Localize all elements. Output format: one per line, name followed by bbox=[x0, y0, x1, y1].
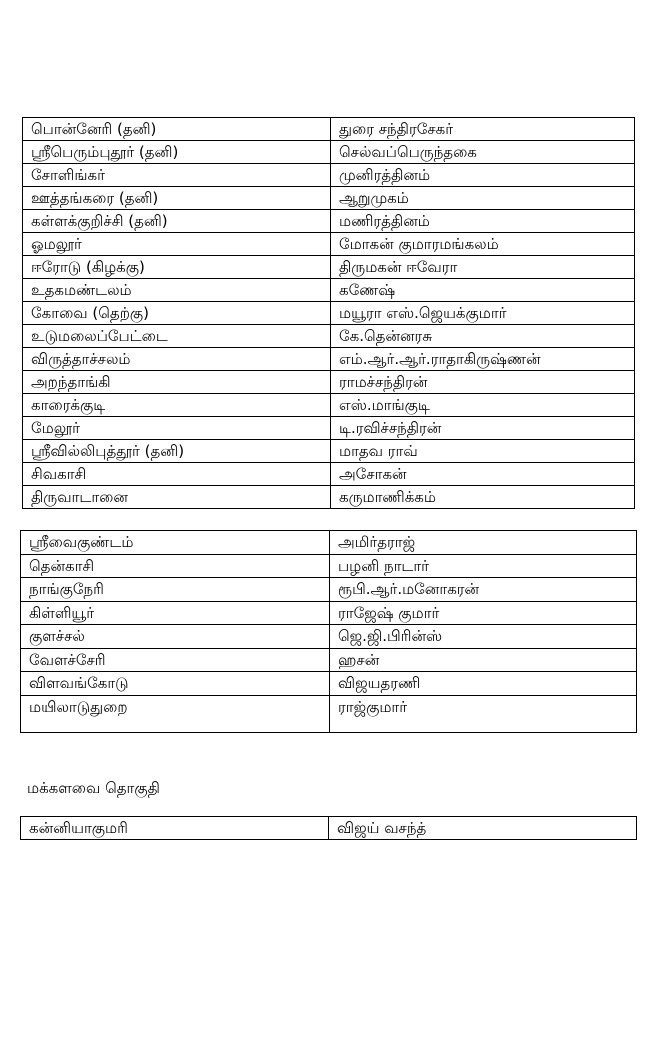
constituency-cell: குளச்சல் bbox=[21, 625, 330, 649]
constituency-cell: மயிலாடுதுறை bbox=[21, 695, 330, 732]
candidate-cell: பழனி நாடார் bbox=[330, 554, 637, 578]
constituency-table-1 bbox=[22, 117, 635, 509]
table-row bbox=[21, 672, 637, 696]
candidate-cell: ஆறுமுகம் bbox=[331, 187, 635, 210]
table-row bbox=[23, 486, 635, 509]
table-row bbox=[21, 601, 637, 625]
constituency-cell: கோவை (தெற்கு) bbox=[23, 302, 331, 325]
candidate-cell: மாதவ ராவ் bbox=[331, 440, 635, 463]
constituency-cell: ஸ்ரீபெரும்புதூர் (தனி) bbox=[23, 141, 331, 164]
candidate-cell: எஸ்.மாங்குடி bbox=[331, 394, 635, 417]
candidate-cell: எம்.ஆர்.ஆர்.ராதாகிருஷ்ணன் bbox=[331, 348, 635, 371]
constituency-cell: விளவங்கோடு bbox=[21, 672, 330, 696]
constituency-cell: வேளச்சேரி bbox=[21, 648, 330, 672]
table-row bbox=[23, 187, 635, 210]
candidate-cell: மணிரத்தினம் bbox=[331, 210, 635, 233]
constituency-table-3 bbox=[20, 816, 637, 840]
candidate-cell: துரை சந்திரசேகர் bbox=[331, 118, 635, 141]
candidate-cell: ரூபி.ஆர்.மனோகரன் bbox=[330, 578, 637, 602]
candidate-cell: அசோகன் bbox=[331, 463, 635, 486]
table-row bbox=[23, 256, 635, 279]
candidate-cell: ஜெ.ஜி.பிரின்ஸ் bbox=[330, 625, 637, 649]
table-row bbox=[23, 118, 635, 141]
candidate-cell: ராஜ்குமார் bbox=[330, 695, 637, 732]
table-row bbox=[23, 141, 635, 164]
constituency-cell: ஈரோடு (கிழக்கு) bbox=[23, 256, 331, 279]
table-row bbox=[21, 648, 637, 672]
candidate-cell: அமிர்தராஜ் bbox=[330, 531, 637, 555]
table-row bbox=[23, 440, 635, 463]
table-row bbox=[21, 578, 637, 602]
constituency-cell: நாங்குநேரி bbox=[21, 578, 330, 602]
constituency-cell: உடுமலைப்பேட்டை bbox=[23, 325, 331, 348]
constituency-cell: காரைக்குடி bbox=[23, 394, 331, 417]
constituency-cell: கன்னியாகுமரி bbox=[21, 817, 329, 840]
candidate-cell: திருமகன் ஈவேரா bbox=[331, 256, 635, 279]
candidate-cell: செல்வப்பெருந்தகை bbox=[331, 141, 635, 164]
table-row bbox=[23, 325, 635, 348]
candidate-cell: விஜய் வசந்த் bbox=[329, 817, 637, 840]
candidate-cell: மயூரா எஸ்.ஜெயக்குமார் bbox=[331, 302, 635, 325]
constituency-cell: கள்ளக்குறிச்சி (தனி) bbox=[23, 210, 331, 233]
constituency-table-2 bbox=[20, 530, 637, 733]
table-row bbox=[21, 625, 637, 649]
candidate-cell: ஹசன் bbox=[330, 648, 637, 672]
section-heading: மக்களவை தொகுதி bbox=[27, 779, 160, 797]
candidate-cell: முனிரத்தினம் bbox=[331, 164, 635, 187]
table-row bbox=[23, 302, 635, 325]
table-row bbox=[23, 164, 635, 187]
table-row bbox=[21, 695, 637, 732]
candidate-cell: ராமச்சந்திரன் bbox=[331, 371, 635, 394]
table-row bbox=[23, 463, 635, 486]
constituency-cell: அறந்தாங்கி bbox=[23, 371, 331, 394]
constituency-cell: விருத்தாச்சலம் bbox=[23, 348, 331, 371]
table-row bbox=[21, 817, 637, 840]
table-row bbox=[23, 279, 635, 302]
table-row bbox=[21, 554, 637, 578]
constituency-cell: தென்காசி bbox=[21, 554, 330, 578]
constituency-cell: சிவகாசி bbox=[23, 463, 331, 486]
candidate-cell: கருமாணிக்கம் bbox=[331, 486, 635, 509]
table-row bbox=[23, 233, 635, 256]
candidate-cell: மோகன் குமாரமங்கலம் bbox=[331, 233, 635, 256]
candidate-cell: டி.ரவிச்சந்திரன் bbox=[331, 417, 635, 440]
table-row bbox=[21, 531, 637, 555]
constituency-cell: கிள்ளியூர் bbox=[21, 601, 330, 625]
candidate-cell: விஜயதரணி bbox=[330, 672, 637, 696]
constituency-cell: மேலூர் bbox=[23, 417, 331, 440]
table-row bbox=[23, 210, 635, 233]
constituency-cell: ஸ்ரீவில்லிபுத்தூர் (தனி) bbox=[23, 440, 331, 463]
candidate-cell: கணேஷ் bbox=[331, 279, 635, 302]
table-row bbox=[23, 417, 635, 440]
candidate-cell: கே.தென்னரசு bbox=[331, 325, 635, 348]
constituency-cell: ஸ்ரீவைகுண்டம் bbox=[21, 531, 330, 555]
constituency-cell: ஊத்தங்கரை (தனி) bbox=[23, 187, 331, 210]
constituency-cell: பொன்னேரி (தனி) bbox=[23, 118, 331, 141]
table-row bbox=[23, 371, 635, 394]
table-row bbox=[23, 348, 635, 371]
constituency-cell: ஓமலூர் bbox=[23, 233, 331, 256]
constituency-cell: சோளிங்கர் bbox=[23, 164, 331, 187]
candidate-cell: ராஜேஷ் குமார் bbox=[330, 601, 637, 625]
constituency-cell: திருவாடானை bbox=[23, 486, 331, 509]
constituency-cell: உதகமண்டலம் bbox=[23, 279, 331, 302]
table-row bbox=[23, 394, 635, 417]
